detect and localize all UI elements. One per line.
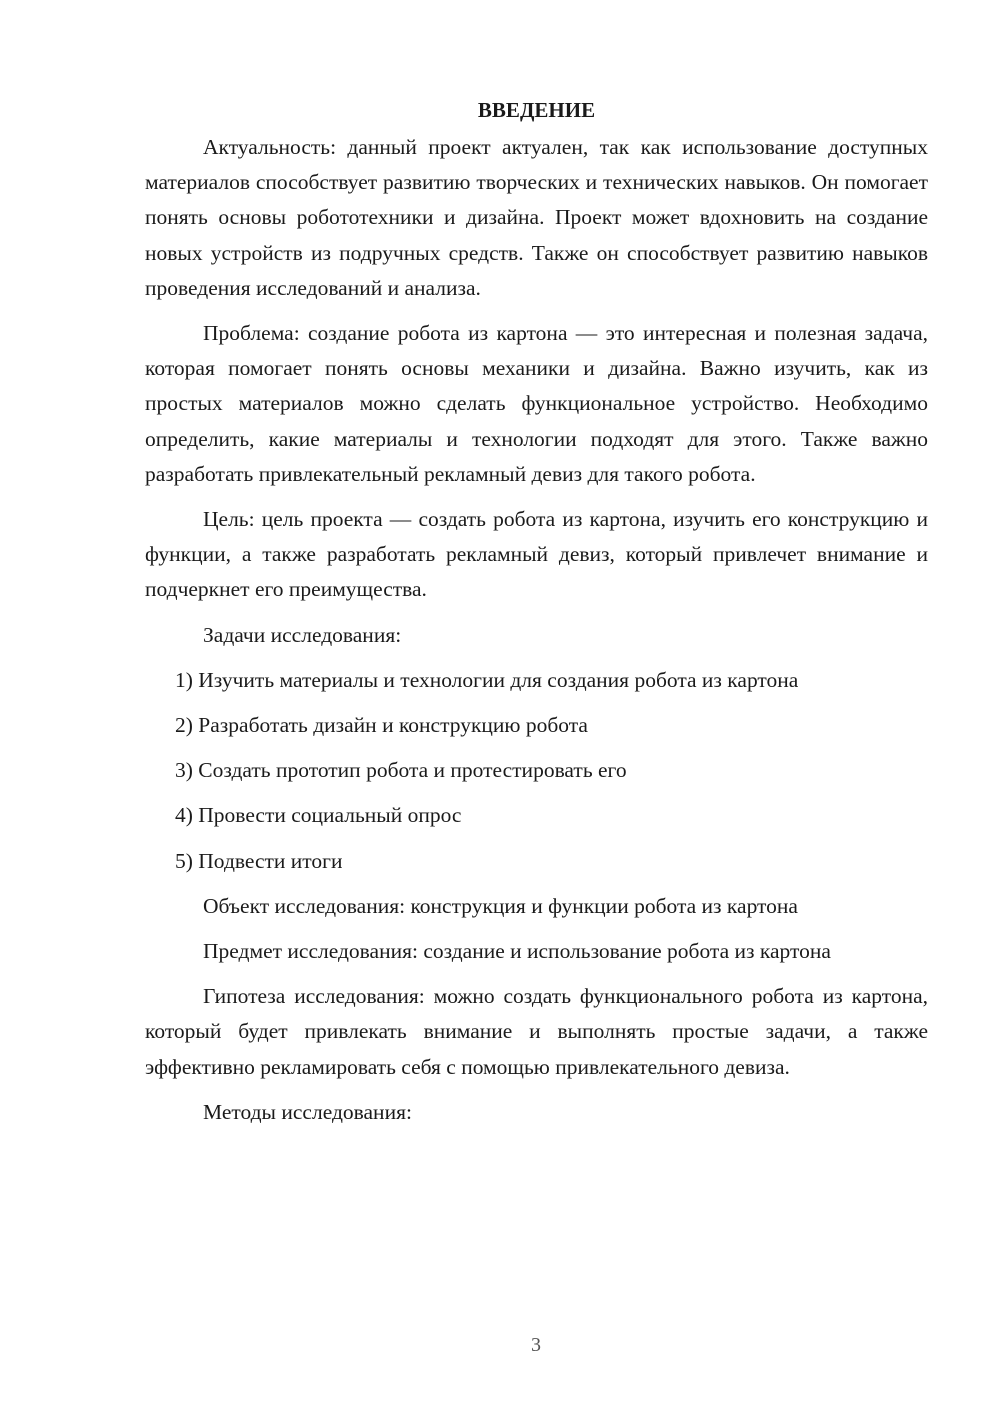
paragraph-hypothesis: Гипотеза исследования: можно создать функционального робота из картона, который будет привлекать внимание и выполнять простые задачи, а также эффективно рекламировать себя с помощью привлекательного девиза.: [145, 984, 928, 1079]
list-item: 1) Изучить материалы и технологии для создания робота из картона: [175, 667, 799, 692]
list-item: 5) Подвести итоги: [175, 848, 343, 873]
tasks-list: [145, 663, 928, 879]
tasks-heading: Задачи исследования:: [203, 622, 402, 647]
paragraph-object: Объект исследования: конструкция и функции робота из картона: [203, 893, 798, 918]
page-number: 3: [531, 1334, 541, 1356]
list-item: 2) Разработать дизайн и конструкцию робота: [175, 713, 588, 738]
methods-heading: Методы исследования:: [203, 1099, 412, 1124]
paragraph-relevance: Актуальность: данный проект актуален, так как использование доступных материалов способствует развитию творческих и технических навыков. Он помогает понять основы робототехники и дизайна. Проект может вдохновить на создание новых устройств из подручных средств. Также он способствует развитию навыков проведения исследований и анализа.: [145, 135, 928, 300]
paragraph-problem: Проблема: создание робота из картона — это интересная и полезная задача, которая помогает понять основы механики и дизайна. Важно изучить, как из простых материалов можно сделать функциональное устройство. Необходимо определить, какие материалы и технологии подходят для этого. Также важно разработать привлекательный рекламный девиз для такого робота.: [145, 321, 928, 486]
list-item: 4) Провести социальный опрос: [175, 803, 462, 828]
paragraph-subject: Предмет исследования: создание и использование робота из картона: [203, 939, 831, 964]
document-page: [145, 94, 928, 1130]
document-title: ВВЕДЕНИЕ: [477, 98, 596, 122]
paragraph-goal: Цель: цель проекта — создать робота из картона, изучить его конструкцию и функции, а также разработать рекламный девиз, который привлечет внимание и подчеркнет его преимущества.: [145, 507, 928, 602]
list-item: 3) Создать прототип робота и протестировать его: [175, 758, 627, 783]
